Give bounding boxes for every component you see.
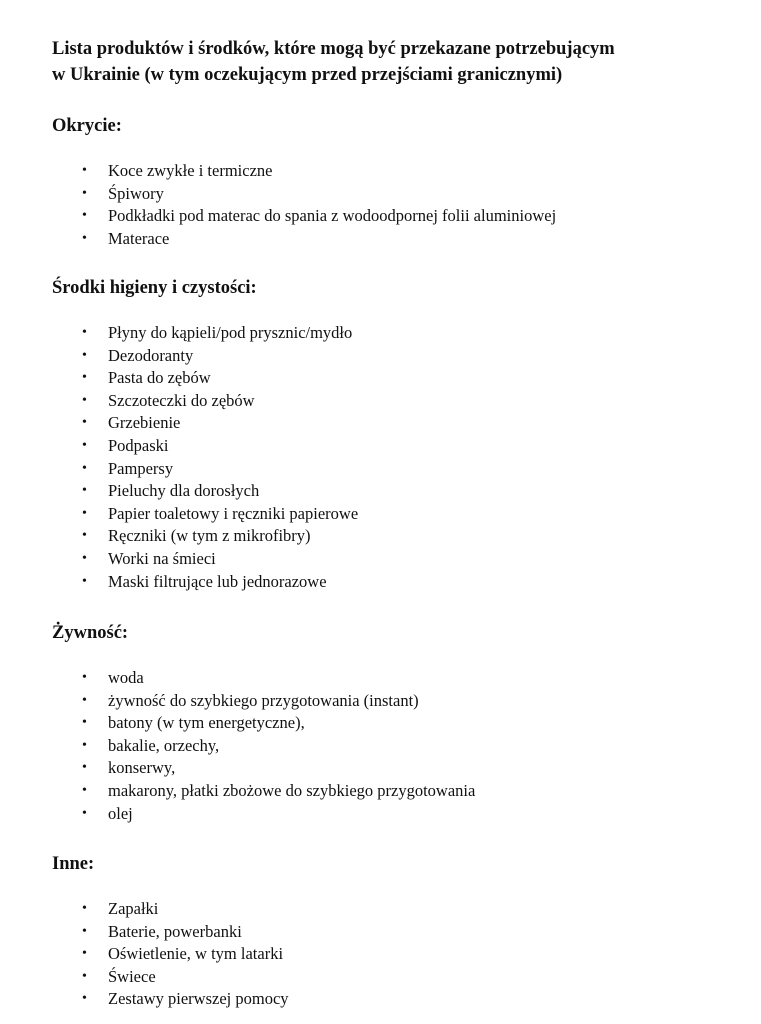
list-item-text: Pasta do zębów xyxy=(108,368,211,388)
item-list xyxy=(52,160,556,250)
list-item xyxy=(52,548,358,571)
list-item xyxy=(52,943,289,966)
bullet-icon: • xyxy=(82,550,87,566)
item-list xyxy=(52,667,475,825)
bullet-icon: • xyxy=(82,991,87,1007)
list-item-text: Dezodoranty xyxy=(108,345,194,365)
bullet-icon: • xyxy=(82,325,87,340)
list-item xyxy=(52,803,475,826)
list-item xyxy=(52,367,358,390)
list-item-text: makarony, płatki zbożowe do szybkiego przygotowania xyxy=(108,780,476,800)
bullet-icon: • xyxy=(82,185,87,201)
list-item xyxy=(52,966,289,989)
list-item xyxy=(52,921,289,944)
list-item-text: Zestawy pierwszej pomocy xyxy=(108,989,289,1009)
bullet-icon: • xyxy=(82,230,87,246)
document-page xyxy=(52,36,742,1009)
bullet-icon: • xyxy=(82,528,87,544)
bullet-icon: • xyxy=(82,370,87,386)
list-item xyxy=(52,757,475,780)
list-item xyxy=(52,712,475,735)
bullet-icon: • xyxy=(82,573,87,589)
list-item-text: olej xyxy=(108,803,133,823)
list-item-text: Maski filtrujące lub jednorazowe xyxy=(108,571,327,591)
list-item-text: Materace xyxy=(108,228,170,248)
section-inne xyxy=(52,851,289,1011)
list-item xyxy=(52,735,475,758)
list-item xyxy=(52,160,556,183)
list-item-text: żywność do szybkiego przygotowania (instant) xyxy=(108,690,419,710)
section-okrycie xyxy=(52,113,556,250)
list-item-text: Płyny do kąpieli/pod prysznic/mydło xyxy=(108,323,353,342)
list-item-text: Papier toaletowy i ręczniki papierowe xyxy=(108,503,359,523)
list-item xyxy=(52,458,358,481)
section-heading: Środki higieny i czystości: xyxy=(52,278,257,298)
list-item xyxy=(52,525,358,548)
bullet-icon: • xyxy=(82,782,87,798)
bullet-icon: • xyxy=(82,737,87,753)
list-item xyxy=(52,480,358,503)
list-item-text: Oświetlenie, w tym latarki xyxy=(108,944,284,964)
list-item xyxy=(52,503,358,526)
item-list xyxy=(52,898,289,1011)
list-item-text: konserwy, xyxy=(108,758,176,778)
list-item-text: Baterie, powerbanki xyxy=(108,921,242,941)
bullet-icon: • xyxy=(82,946,87,962)
list-item xyxy=(52,690,475,713)
section-higiena xyxy=(52,275,358,593)
list-item xyxy=(52,228,556,251)
list-item-text: Szczoteczki do zębów xyxy=(108,390,255,410)
document-title-line-1: Lista produktów i środków, które mogą być przekazane potrzebującym xyxy=(52,39,615,59)
list-item-text: Koce zwykłe i termiczne xyxy=(108,161,273,180)
bullet-icon: • xyxy=(82,347,87,363)
bullet-icon: • xyxy=(82,968,87,984)
list-item xyxy=(52,183,556,206)
bullet-icon: • xyxy=(82,760,87,776)
bullet-icon: • xyxy=(82,392,87,408)
list-item xyxy=(52,322,358,345)
list-item-text: Grzebienie xyxy=(108,413,181,433)
bullet-icon: • xyxy=(82,805,87,821)
list-item-text: batony (w tym energetyczne), xyxy=(108,713,305,733)
document-title xyxy=(52,36,742,88)
list-item-text: woda xyxy=(108,668,144,687)
list-item-text: Śpiwory xyxy=(108,183,164,203)
bullet-icon: • xyxy=(82,437,87,453)
list-item-text: Podpaski xyxy=(108,435,169,455)
section-heading: Inne: xyxy=(52,854,95,874)
bullet-icon: • xyxy=(82,692,87,708)
list-item-text: Zapałki xyxy=(108,899,159,918)
list-item-text: Worki na śmieci xyxy=(108,548,216,568)
bullet-icon: • xyxy=(82,415,87,431)
list-item-text: Pieluchy dla dorosłych xyxy=(108,481,260,501)
bullet-icon: • xyxy=(82,460,87,476)
list-item xyxy=(52,412,358,435)
section-zywnosc xyxy=(52,620,475,825)
bullet-icon: • xyxy=(82,163,87,178)
bullet-icon: • xyxy=(82,670,87,685)
item-list xyxy=(52,322,358,593)
list-item xyxy=(52,667,475,690)
bullet-icon: • xyxy=(82,715,87,731)
bullet-icon: • xyxy=(82,208,87,224)
list-item xyxy=(52,435,358,458)
section-heading: Żywność: xyxy=(52,623,129,643)
bullet-icon: • xyxy=(82,505,87,521)
document-title-line-2: w Ukrainie (w tym oczekującym przed przejściami granicznymi) xyxy=(52,65,563,85)
bullet-icon: • xyxy=(82,923,87,939)
list-item xyxy=(52,988,289,1011)
list-item xyxy=(52,571,358,594)
list-item-text: Pampersy xyxy=(108,458,174,478)
list-item xyxy=(52,345,358,368)
list-item xyxy=(52,205,556,228)
list-item xyxy=(52,780,475,803)
list-item-text: Świece xyxy=(108,966,156,986)
list-item-text: Podkładki pod materac do spania z wodoodpornej folii aluminiowej xyxy=(108,206,557,226)
list-item-text: Ręczniki (w tym z mikrofibry) xyxy=(108,526,311,546)
list-item-text: bakalie, orzechy, xyxy=(108,735,220,755)
bullet-icon: • xyxy=(82,483,87,499)
bullet-icon: • xyxy=(82,901,87,916)
list-item xyxy=(52,390,358,413)
list-item xyxy=(52,898,289,921)
section-heading: Okrycie: xyxy=(52,116,122,136)
